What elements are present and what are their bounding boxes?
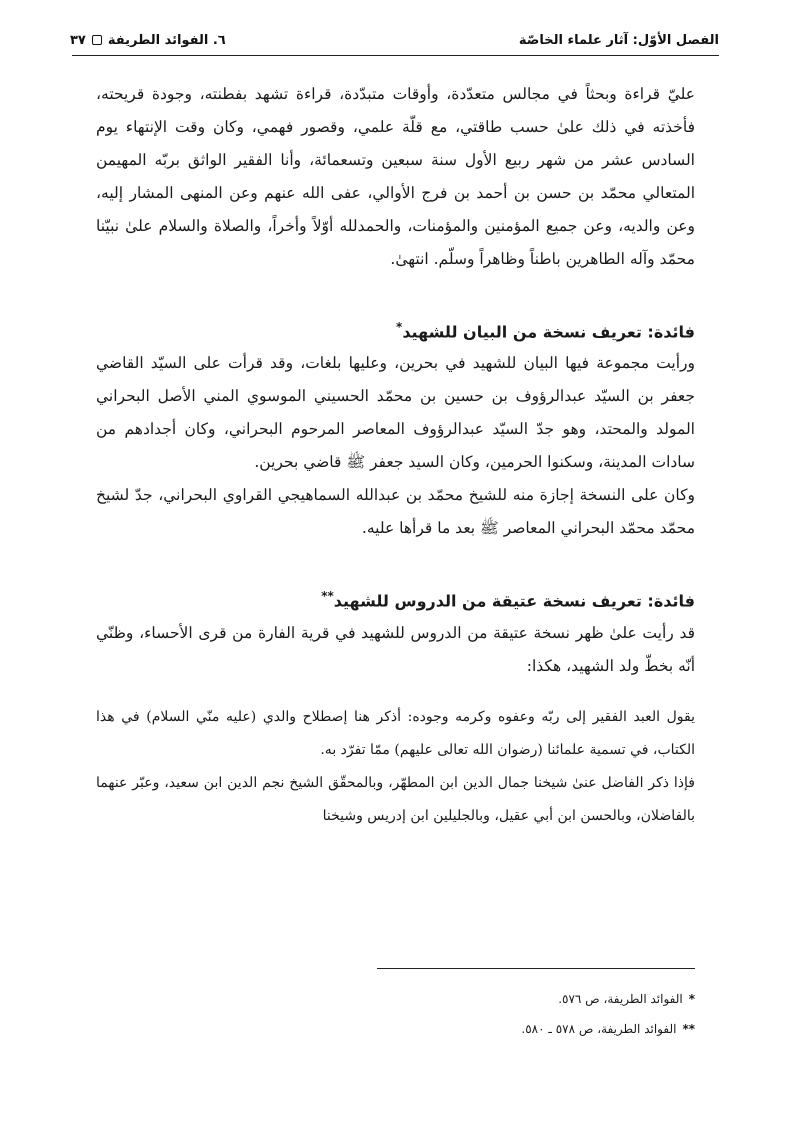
section-and-page (70, 33, 226, 48)
section-title: ٦. الفوائد الطريفة (107, 32, 226, 48)
section-heading-text: فائدة: تعريف نسخة من البيان للشهيد (402, 322, 695, 342)
footnote-marker: ** (682, 1022, 695, 1036)
running-header (70, 28, 719, 52)
section-heading-text: فائدة: تعريف نسخة عتيقة من الدروس للشهيد (333, 591, 695, 611)
footnote-marker: * (688, 992, 695, 1006)
intro-paragraph: عليّ قراءة وبحثاً في مجالس متعدّدة، وأوقات متبدّدة، قراءة تشهد بفطنته، وجودة قريحته، فأخذته في ذلك علىٰ حسب طاقتي، مع قلّة علمي، وقصور فهمي، وكان وقت الإنتهاء يوم السادس عشر من شهر ربيع الأول سنة سبعين وتسعمائة، وأنا الفقير الواثق بربّه المهيمن المتعالي محمّد بن حسن بن أحمد بن فرج الأوالي، عفى الله عنهم وعن المنهى المشار إليه، وعن والديه، وعن جميع المؤمنين والمؤمنات، والحمدلله أوّلاً وأخراً، والصلاة والسلام علىٰ نبيّنا محمّد وآله الطاهرين باطناً وظاهراً وسلّم. انتهىٰ. (96, 85, 695, 268)
footnote-marker: * (396, 320, 403, 334)
footnote-marker: ** (321, 589, 334, 604)
main-text (96, 78, 695, 833)
footnote-text: الفوائد الطريفة، ص ٥٧٨ ـ ٥٨٠. (521, 1022, 677, 1036)
chapter-title: الفصل الأوّل: آثار علماء الخاصّة (518, 32, 719, 48)
footnote-divider (377, 968, 695, 969)
footnote (96, 1016, 695, 1042)
section-heading-durus (96, 581, 695, 616)
footnotes (96, 986, 695, 1046)
quoted-text: يقول العبد الفقير إلى ربّه وعفوه وكرمه وجوده: أذكر هنا إصطلاح والدي (عليه منّي السلام) في هذا الكتاب، في تسمية علمائنا (رضوان الله تعالى عليهم) ممّا تفرّد به. (96, 708, 695, 758)
section-heading-bayan (96, 312, 695, 347)
square-ornament-icon (92, 35, 102, 45)
paragraph: وكان على النسخة إجازة منه للشيخ محمّد بن عبدالله السماهيجي القراوي البحراني، جدّ لشيخ محمّد محمّد البحراني المعاصر ﷺ بعد ما قرأها عليه. (96, 486, 695, 538)
quoted-text: فإذا ذكر الفاضل عنىٰ شيخنا جمال الدين ابن المطهّر، وبالمحقّق الشيخ نجم الدين ابن سعيد، وعبّر عنهما بالفاضلان، وبالحسن ابن أبي عقيل، وبالجليلين ابن إدريس وشيخنا (96, 774, 695, 824)
footnote-text: الفوائد الطريفة، ص ٥٧٦. (558, 992, 683, 1006)
paragraph: ورأيت مجموعة فيها البيان للشهيد في بحرين، وعليها بلغات، وقد قرأت على السيّد القاضي جعفر بن السيّد عبدالرؤوف بن حسين بن محمّد الحسيني الموسوي المني الأصل البحراني المولد والمحتد، وهو جدّ السيّد عبدالرؤوف المعاصر المرحوم البحراني، وكان أجدادهم من سادات المدينة، وسكنوا الحرمين، وكان السيد جعفر ﷺ قاضي بحرين. (96, 354, 695, 472)
footnote (96, 986, 695, 1012)
paragraph: قد رأيت علىٰ ظهر نسخة عتيقة من الدروس للشهيد في قرية الفارة من قرى الأحساء، وظنّي أنّه بخطّ ولد الشهيد، هكذا: (96, 623, 695, 675)
header-divider (72, 55, 719, 56)
page-number: ٣٧ (70, 32, 86, 48)
